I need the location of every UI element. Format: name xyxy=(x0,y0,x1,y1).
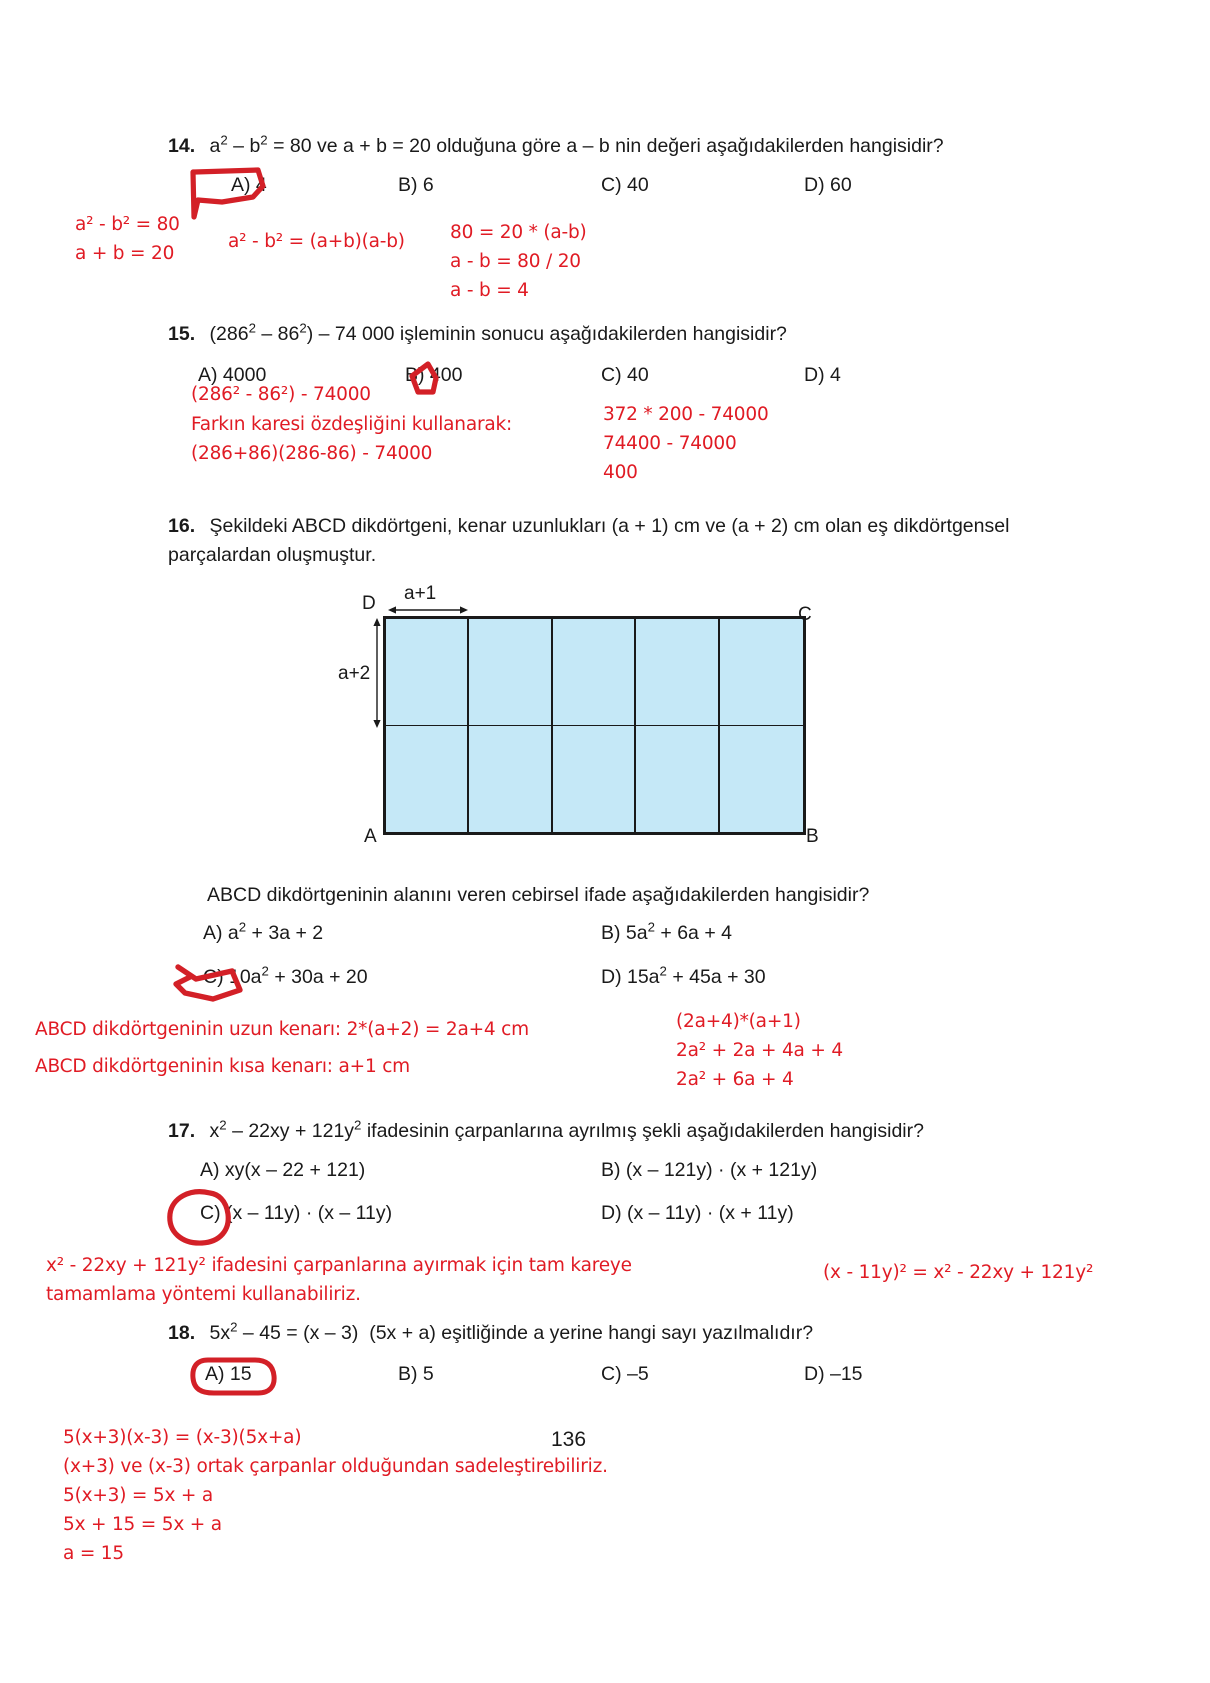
figure-cell xyxy=(720,726,803,833)
q16-annotation-left-line-1: ABCD dikdörtgeninin uzun kenarı: 2*(a+2) = 2a+4 cm xyxy=(35,1019,529,1040)
q18-annotation-line-2: (x+3) ve (x-3) ortak çarpanlar olduğundan sadeleştirebiliriz. xyxy=(63,1456,608,1477)
question-17-number: 17. xyxy=(168,1120,196,1142)
question-15-option-b[interactable]: B) 400 xyxy=(405,364,463,386)
question-14-number: 14. xyxy=(168,135,196,157)
q16-annotation-left-line-2: ABCD dikdörtgeninin kısa kenarı: a+1 cm xyxy=(35,1056,410,1077)
question-18-option-c[interactable]: C) –5 xyxy=(601,1363,649,1385)
figure-cell xyxy=(553,726,636,833)
figure-cell xyxy=(469,619,552,726)
question-15-text: 15. $(286^2 - 86^2) - 74$ 000 işleminin sonucu aşağıdakilerden hangisidir? xyxy=(168,320,787,345)
question-18-option-b[interactable]: B) 5 xyxy=(398,1363,434,1385)
question-14-option-b[interactable]: B) 6 xyxy=(398,174,434,196)
question-17-option-b[interactable]: B) (x – 121y) · (x + 121y) xyxy=(601,1159,818,1181)
q15-annotation-right-line-1: 372 * 200 - 74000 xyxy=(603,404,769,425)
q18-annotation-line-1: 5(x+3)(x-3) = (x-3)(5x+a) xyxy=(63,1427,302,1448)
figure-vertex-c: C xyxy=(798,604,812,625)
abcd-rectangle-figure xyxy=(383,616,806,835)
q15-annotation-left-line-3: (286+86)(286-86) - 74000 xyxy=(191,443,433,464)
question-16-option-c[interactable]: C) $10a^2 + 30a + 20$ xyxy=(203,963,368,988)
q18-annotation-line-5: a = 15 xyxy=(63,1543,124,1564)
question-15-option-a[interactable]: A) 4000 xyxy=(198,364,267,386)
q14-annotation-left-line-2: a + b = 20 xyxy=(75,243,175,264)
question-16-number: 16. xyxy=(168,515,196,537)
question-15-number: 15. xyxy=(168,323,196,345)
figure-dimension-label-height: a+2 xyxy=(338,663,371,684)
question-15-option-c[interactable]: C) 40 xyxy=(601,364,649,386)
q18-annotation-line-4: 5x + 15 = 5x + a xyxy=(63,1514,222,1535)
question-14-option-d[interactable]: D) 60 xyxy=(804,174,852,196)
question-14-option-a[interactable]: A) 4 xyxy=(231,174,267,196)
question-14-option-c[interactable]: C) 40 xyxy=(601,174,649,196)
q18-annotation-line-3: 5(x+3) = 5x + a xyxy=(63,1485,214,1506)
figure-cell xyxy=(553,619,636,726)
q14-annotation-right-line-3: a - b = 4 xyxy=(450,280,529,301)
question-14-text: 14. $a^2 - b^2 = 80$ ve a + b = 20 olduğuna göre a – b nin değeri aşağıdakilerden hangisidir? xyxy=(168,132,944,157)
question-18-option-a[interactable]: A) 15 xyxy=(205,1363,252,1385)
question-16-option-d[interactable]: D) $15a^2 + 45a + 30$ xyxy=(601,963,766,988)
figure-cell xyxy=(386,726,469,833)
question-15-option-d[interactable]: D) 4 xyxy=(804,364,841,386)
figure-grid xyxy=(383,616,806,835)
question-18-option-d[interactable]: D) –15 xyxy=(804,1363,863,1385)
page-number: 136 xyxy=(551,1428,587,1451)
q17-annotation-left-line-1: x² - 22xy + 121y² ifadesini çarpanlarına ayırmak için tam kareye xyxy=(46,1255,632,1276)
q14-annotation-right-line-1: 80 = 20 * (a-b) xyxy=(450,222,587,243)
figure-vertex-a: A xyxy=(364,826,377,847)
figure-cell xyxy=(636,619,719,726)
q16-annotation-right-line-2: 2a² + 2a + 4a + 4 xyxy=(676,1040,843,1061)
q15-annotation-left-line-2: Farkın karesi özdeşliğini kullanarak: xyxy=(191,414,513,435)
question-16-subprompt: ABCD dikdörtgeninin alanını veren cebirsel ifade aşağıdakilerden hangisidir? xyxy=(207,884,870,906)
figure-cell xyxy=(636,726,719,833)
q16-annotation-right-line-3: 2a² + 6a + 4 xyxy=(676,1069,794,1090)
q17-annotation-left-line-2: tamamlama yöntemi kullanabiliriz. xyxy=(46,1284,361,1305)
q17-annotation-right-line-1: (x - 11y)² = x² - 22xy + 121y² xyxy=(823,1262,1094,1283)
q15-annotation-left-line-1: (286² - 86²) - 74000 xyxy=(191,384,371,405)
dimension-arrow-horizontal xyxy=(388,604,468,616)
question-17-option-d[interactable]: D) (x – 11y) · (x + 11y) xyxy=(601,1202,794,1224)
question-17-option-a[interactable]: A) xy(x – 22 + 121) xyxy=(200,1159,366,1181)
q14-annotation-middle-line-1: a² - b² = (a+b)(a-b) xyxy=(228,231,405,252)
question-18-number: 18. xyxy=(168,1322,196,1344)
question-18-text: 18. $5x^2 - 45 = (x - 3) (5x + a)$ eşitliğinde a yerine hangi sayı yazılmalıdır? xyxy=(168,1319,814,1344)
q16-annotation-right-line-1: (2a+4)*(a+1) xyxy=(676,1011,801,1032)
q15-annotation-right-line-2: 74400 - 74000 xyxy=(603,433,737,454)
figure-vertex-d: D xyxy=(362,593,376,614)
figure-cell xyxy=(720,619,803,726)
question-16-option-b[interactable]: B) $5a^2 + 6a + 4$ xyxy=(601,919,732,944)
question-16-text xyxy=(168,512,1048,571)
question-16-body: Şekildeki ABCD dikdörtgeni, kenar uzunlukları (a + 1) cm ve (a + 2) cm olan eş dikdörtgensel parçalardan oluşmuştur. xyxy=(168,515,1010,567)
figure-cell xyxy=(386,619,469,726)
q14-annotation-left-line-1: a² - b² = 80 xyxy=(75,214,180,235)
dimension-arrow-vertical xyxy=(371,618,383,728)
figure-vertex-b: B xyxy=(806,826,819,847)
figure-dimension-label-width: a+1 xyxy=(404,583,437,604)
q15-annotation-right-line-3: 400 xyxy=(603,462,638,483)
figure-cell xyxy=(469,726,552,833)
q14-annotation-right-line-2: a - b = 80 / 20 xyxy=(450,251,581,272)
question-17-text: 17. $x^2 - 22xy + 121y^2$ ifadesinin çarpanlarına ayrılmış şekli aşağıdakilerden hangisidir? xyxy=(168,1117,924,1142)
question-16-option-a[interactable]: A) $a^2 + 3a + 2$ xyxy=(203,919,324,944)
question-17-option-c[interactable]: C) (x – 11y) · (x – 11y) xyxy=(200,1202,393,1224)
